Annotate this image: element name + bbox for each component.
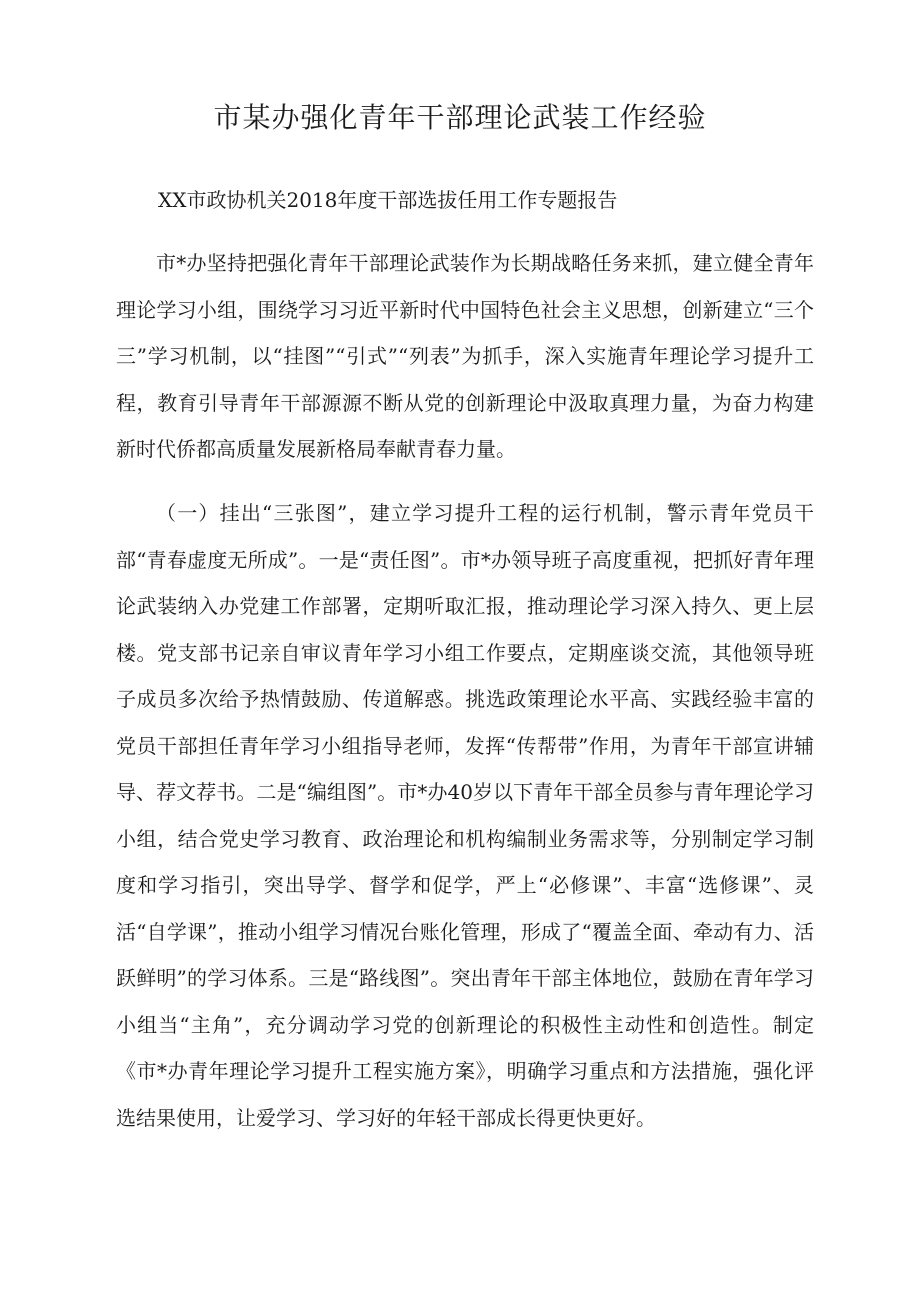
paragraph-section-one: （一）挂出“三张图”，建立学习提升工程的运行机制，警示青年党员干部“青春虚度无所成”。一是“责任图”。市*办领导班子高度重视，把抓好青年理论武装纳入办党建工作部署，定期听取汇报，推动理论学习深入持久、更上层楼。党支部书记亲自审议青年学习小组工作要点，定期座谈交流，其他领导班子成员多次给予热情鼓励、传道解惑。挑选政策理论水平高、实践经验丰富的党员干部担任青年学习小组指导老师，发挥“传帮带”作用，为青年干部宣讲辅导、荐文荐书。二是“编组图”。市*办40岁以下青年干部全员参与青年理论学习小组，结合党史学习教育、政治理论和机构编制业务需求等，分别制定学习制度和学习指引，突出导学、督学和促学，严上“必修课”、丰富“选修课”、灵活“自学课”，推动小组学习情况台账化管理，形成了“覆盖全面、牵动有力、活跃鲜明”的学习体系。三是“路线图”。突出青年干部主体地位，鼓励在青年学习小组当“主角”，充分调动学习党的创新理论的积极性主动性和创造性。制定《市*办青年理论学习提升工程实施方案》，明确学习重点和方法措施，强化评选结果使用，让爱学习、学习好的年轻干部成长得更快更好。 [116, 501, 814, 1130]
paragraph-intro: 市*办坚持把强化青年干部理论武装作为长期战略任务来抓，建立健全青年理论学习小组，围绕学习习近平新时代中国特色社会主义思想，创新建立“三个三”学习机制，以“挂图”“引式”“列表”为抓手，深入实施青年理论学习提升工程，教育引导青年干部源源不断从党的创新理论中汲取真理力量，为奋力构建新时代侨都高质量发展新格局奉献青春力量。 [116, 251, 814, 461]
document-title: 市某办强化青年干部理论武装工作经验 [213, 101, 707, 134]
document-subtitle: XX市政协机关2018年度干部选拔任用工作专题报告 [158, 188, 618, 212]
